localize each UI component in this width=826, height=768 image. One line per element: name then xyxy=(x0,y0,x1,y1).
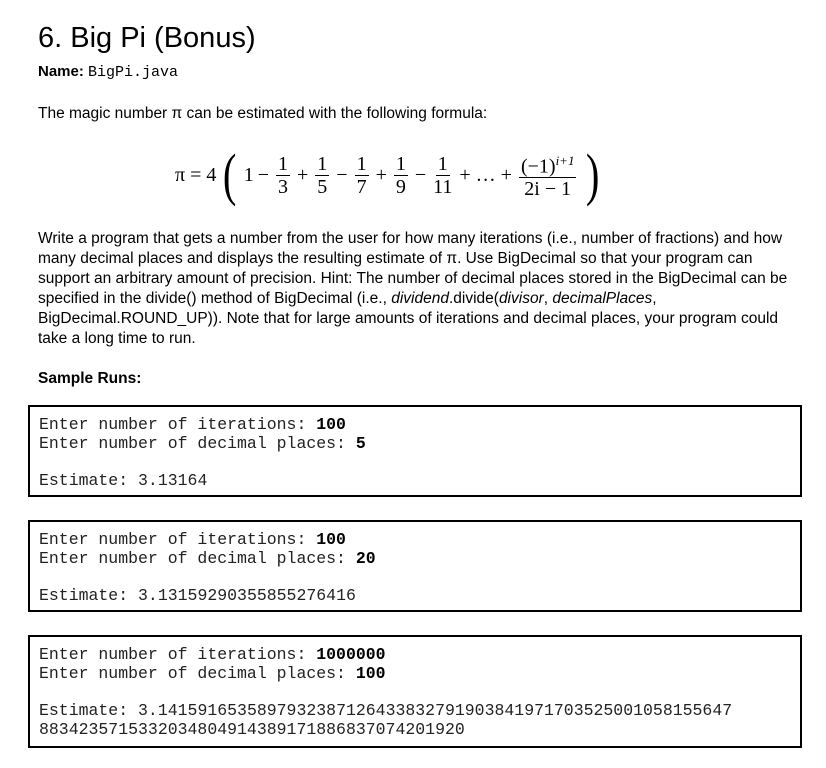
right-paren: ) xyxy=(586,142,600,207)
fraction: $\frac{1}{11}$ xyxy=(433,152,453,198)
operator: − xyxy=(257,163,269,186)
fraction: $\frac{1}{9}$ xyxy=(395,152,406,198)
sample-run-1: Enter number of iterations: 100 Enter number of decimal places: 5 Estimate: 3.13164 xyxy=(28,405,802,497)
file-name: BigPi.java xyxy=(88,64,179,81)
description: Write a program that gets a number from the user for how many iterations (i.e., number of fractions) and how many decimal places and displays the resulting estimate of π. Use BigDecimal so that your program can support an arbitrary amount of precision. Hint: The number of decimal places stored in the BigDecimal can be specified in the divide() method of BigDecimal (i.e., dividend.divide(divisor, decimalPlaces, BigDecimal.ROUND_UP)). Note that for large amounts of iterations and decimal places, your program could take a long time to run. xyxy=(38,230,788,347)
sample-runs-heading: Sample Runs: xyxy=(38,370,142,387)
fraction: $\frac{1}{5}$ xyxy=(317,152,328,198)
left-paren: ( xyxy=(223,142,237,207)
operator: + xyxy=(375,163,387,186)
sample-run-3: Enter number of iterations: 1000000 Enter number of decimal places: 100 Estimate: 3.1415916535897932387126433832791903841971703525001058155647 8834235715332034804914389171886837074201920 xyxy=(28,635,802,748)
fraction: $\frac{1}{7}$ xyxy=(356,152,367,198)
general-term: $\frac{(-1)^{i+1}}{2i - 1}$ xyxy=(519,150,577,201)
operator: − xyxy=(336,163,348,186)
intro-text: The magic number π can be estimated with the following formula: xyxy=(38,105,488,122)
operator: − xyxy=(414,163,427,186)
fraction: $\frac{1}{3}$ xyxy=(278,152,288,198)
page-title: 6. Big Pi (Bonus) xyxy=(38,22,256,54)
term: 1 xyxy=(243,163,254,186)
operator: + … + xyxy=(459,163,512,186)
name-label: Name: xyxy=(38,63,84,80)
operator: + xyxy=(297,163,309,186)
name-line xyxy=(38,63,178,81)
formula-lhs: π = 4 xyxy=(175,163,217,186)
pi-formula xyxy=(175,142,603,208)
sample-run-2: Enter number of iterations: 100 Enter number of decimal places: 20 Estimate: 3.13159290355855276416 xyxy=(28,520,802,612)
